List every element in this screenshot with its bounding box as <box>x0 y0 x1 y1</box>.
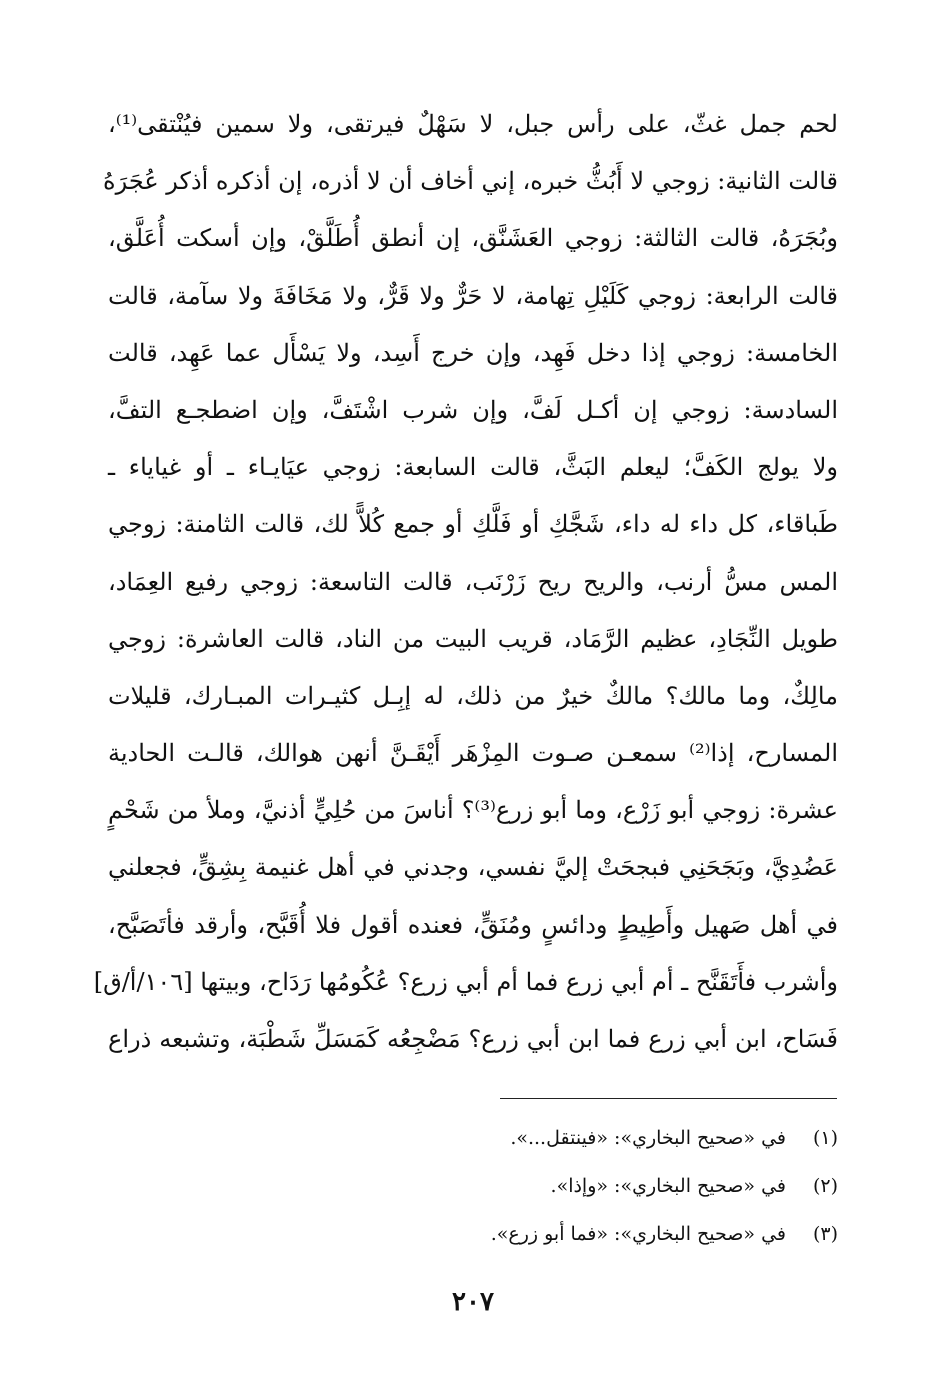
footnote-number: (٢) <box>812 1175 838 1197</box>
footnote-text: في «صحيح البخاري»: «فما أبو زرع». <box>490 1223 786 1245</box>
footnote-item <box>108 1210 838 1258</box>
footnote-separator <box>500 1098 837 1099</box>
text-line: طويل النِّجَادِ، عظيم الرَّمَاد، قريب البيت من الناد، قالت العاشرة: زوجي <box>108 624 838 653</box>
text-line: طَباقاء، كل داء له داء، شَجَّكِ أو فَلَّكِ أو جمع كُلاًّ لك، قالت الثامنة: زوجي <box>108 510 838 539</box>
text-line: قالت الثانية: زوجي لا أَبُثُّ خبره، إني أخاف أن لا أذره، إن أذكره أذكر عُجَرَهُ <box>103 167 838 196</box>
footnote-item <box>108 1162 838 1210</box>
text-line: الخامسة: زوجي إذا دخل فَهِد، وإن خرج أَسِد، ولا يَسْأَل عما عَهِد، قالت <box>108 338 838 367</box>
text-line: قالت الرابعة: زوجي كَلَيْلِ تِهامة، لا حَرٌّ ولا قَرٌّ، ولا مَخَافَةَ ولا سآمة، قالت <box>108 281 838 310</box>
text-line: المس مسُّ أرنب، والريح ريح زَرْنَب، قالت التاسعة: زوجي رفيع العِمَاد، <box>108 567 838 596</box>
footnote-text: في «صحيح البخاري»: «وإذا». <box>550 1175 786 1197</box>
text-line: ولا يولج الكَفَّ؛ ليعلم البَثَّ، قالت السابعة: زوجي عيَايـاء ـ أو غياياء ـ <box>108 453 838 482</box>
main-text <box>93 96 838 1068</box>
text-line: عشرة: زوجي أبو زَرْع، وما أبو زرع⁽³⁾؟ أناسَ من حُلِيٍّ أذنيَّ، وملأ من شَحْمٍ <box>108 796 838 825</box>
text-line: المسارح، إذا⁽²⁾ سمعـن صـوت المِزْهَر أَيْقَـنَّ أنهن هوالك، قالـت الحادية <box>108 739 838 768</box>
text-line: فَسَاح، ابن أبي زرع فما ابن أبي زرع؟ مَضْجِعُه كَمَسَلِّ شَطْبَة، وتشبعه ذراع <box>108 1025 838 1053</box>
text-line: عَضُدِيَّ، وبَجَحَنِي فبجحَتْ إليَّ نفسي، وجدني في أهل غنيمة بِشِقٍّ، فجعلني <box>108 853 838 882</box>
footnote-number: (٣) <box>812 1223 838 1245</box>
footnote-item <box>108 1114 838 1162</box>
text-line: وبُجَرَهُ، قالت الثالثة: زوجي العَشَنَّق، إن أنطق أُطَلَّقْ، وإن أسكت أُعَلَّق، <box>108 224 838 253</box>
text-line: في أهل صَهيل وأَطِيطٍ ودائسٍ ومُنَقٍّ، فعنده أقول فلا أُقَبَّح، وأرقد فأتَصَبَّح، <box>108 910 838 939</box>
text-line: وأشرب فأَتَقَنَّح ـ أم أبي زرع فما أم أبي زرع؟ عُكُومُها رَدَاح، وبيتها [١٠٦/أ/ق] <box>93 967 838 996</box>
footnote-text: في «صحيح البخاري»: «فينتقل...». <box>510 1127 786 1149</box>
page-number: ٢٠٧ <box>452 1287 494 1317</box>
footnote-number: (١) <box>812 1127 838 1149</box>
text-line: مالِكٌ، وما مالك؟ مالكٌ خيرٌ من ذلك، له إبِـل كثيـرات المبـارك، قليلات <box>108 681 838 710</box>
text-line: لحم جمل غثّ، على رأس جبل، لا سَهْلٌ فيرتقى، ولا سمين فيُنْتقى⁽¹⁾، <box>108 110 838 138</box>
footnotes <box>108 1114 838 1258</box>
text-line: السادسة: زوجي إن أكـل لَفَّ، وإن شرب اشْتَفَّ، وإن اضطجـع التفَّ، <box>108 395 838 424</box>
